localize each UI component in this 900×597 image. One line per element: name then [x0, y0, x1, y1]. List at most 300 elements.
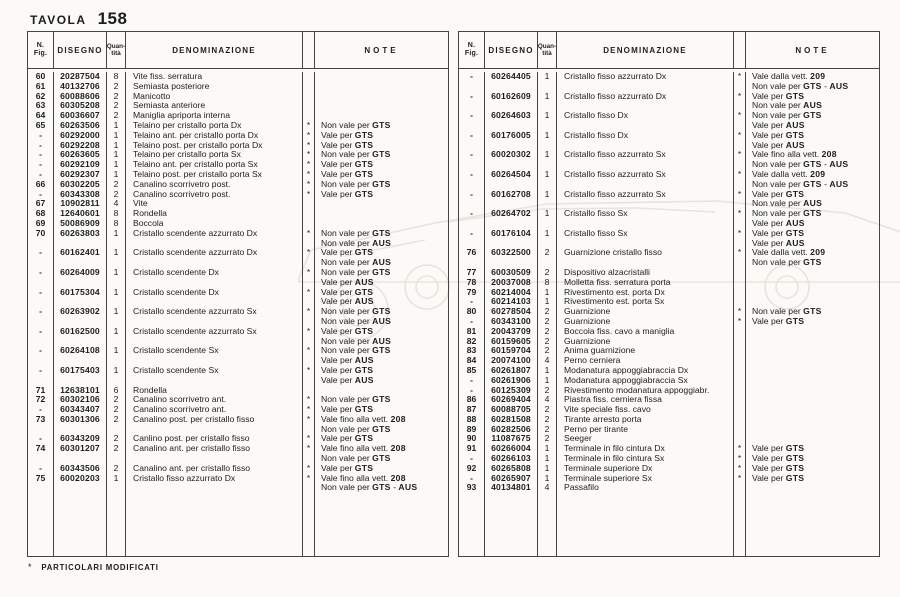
- star-marker-cell: *: [303, 444, 315, 464]
- quantity-cell: 2: [538, 434, 557, 444]
- header-disegno: DISEGNO: [485, 32, 538, 68]
- note-line: Non vale per GTS: [321, 149, 391, 160]
- table-row: [459, 483, 879, 493]
- fig-number-cell: 71: [28, 386, 54, 396]
- disegno-number-cell: 60266103: [485, 454, 538, 464]
- table-filler: [459, 493, 879, 556]
- note-line: Vale dalla vett. 209: [752, 168, 826, 179]
- note-line: Vale per GTS: [321, 129, 374, 140]
- star-marker-cell: *: [734, 111, 746, 131]
- page-footer: [28, 562, 159, 572]
- fig-number-cell: 68: [28, 209, 54, 219]
- quantity-cell: 1: [538, 288, 557, 298]
- disegno-number-cell: 60343209: [54, 434, 107, 444]
- note-cell: [746, 268, 879, 278]
- star-marker-cell: *: [734, 464, 746, 474]
- denomination-cell: Cristallo scendente azzurrato Dx: [126, 229, 303, 249]
- disegno-number-cell: 60175304: [54, 288, 107, 308]
- note-cell: [315, 327, 448, 347]
- table-body: [459, 69, 879, 556]
- note-cell: [746, 92, 879, 112]
- note-line: Non vale per AUS: [752, 100, 823, 111]
- note-line: Non vale per GTS - AUS: [321, 482, 418, 493]
- quantity-cell: 2: [538, 337, 557, 347]
- star-marker-cell: [734, 395, 746, 405]
- note-line: Vale per AUS: [321, 374, 374, 385]
- denomination-cell: Canalino scorrivetro post.: [126, 190, 303, 200]
- note-cell: [315, 209, 448, 219]
- tavola-label: TAVOLA: [30, 13, 87, 27]
- star-marker-cell: *: [303, 288, 315, 308]
- fig-number-cell: -: [28, 346, 54, 366]
- note-line: Vale per GTS: [321, 168, 374, 179]
- denomination-cell: Rivestimento est. porta Dx: [557, 288, 734, 298]
- disegno-number-cell: 60343100: [485, 317, 538, 327]
- fig-number-cell: -: [28, 307, 54, 327]
- disegno-number-cell: 60292208: [54, 141, 107, 151]
- fig-number-cell: -: [28, 464, 54, 474]
- table-row: [459, 131, 879, 151]
- note-cell: [315, 229, 448, 249]
- fig-number-cell: -: [459, 131, 485, 151]
- quantity-cell: 2: [538, 248, 557, 268]
- note-cell: [315, 248, 448, 268]
- star-marker-cell: [734, 415, 746, 425]
- disegno-number-cell: 11087675: [485, 434, 538, 444]
- fig-number-cell: 83: [459, 346, 485, 356]
- disegno-number-cell: 60343506: [54, 464, 107, 474]
- fig-number-cell: 84: [459, 356, 485, 366]
- note-line: Non vale per GTS - AUS: [752, 80, 849, 91]
- fig-number-cell: 75: [28, 474, 54, 494]
- table-header: [28, 32, 448, 69]
- note-line: Vale per GTS: [321, 433, 374, 444]
- quantity-cell: 1: [538, 297, 557, 307]
- disegno-number-cell: 60264702: [485, 209, 538, 229]
- disegno-number-cell: 60264009: [54, 268, 107, 288]
- star-marker-cell: [734, 376, 746, 386]
- note-line: Vale per GTS: [752, 453, 805, 464]
- table-row: [28, 415, 448, 435]
- note-line: Non vale per GTS: [321, 266, 391, 277]
- fig-number-cell: -: [28, 288, 54, 308]
- note-cell: [746, 386, 879, 396]
- disegno-number-cell: 60176104: [485, 229, 538, 249]
- note-cell: [315, 72, 448, 82]
- quantity-cell: 4: [538, 356, 557, 366]
- denomination-cell: Cristallo scendente Dx: [126, 268, 303, 288]
- disegno-number-cell: 40134801: [485, 483, 538, 493]
- star-marker-cell: *: [734, 72, 746, 92]
- disegno-number-cell: 60305208: [54, 101, 107, 111]
- denomination-cell: Canlino post. per cristallo fisso: [126, 434, 303, 444]
- disegno-number-cell: 60263506: [54, 121, 107, 131]
- denomination-cell: Cristallo scendente azzurrato Sx: [126, 307, 303, 327]
- quantity-cell: 1: [107, 229, 126, 249]
- quantity-cell: 2: [538, 425, 557, 435]
- denomination-cell: Canalino scorrivetro post.: [126, 180, 303, 190]
- star-marker-cell: *: [734, 229, 746, 249]
- quantity-cell: 1: [538, 464, 557, 474]
- asterisk-marker-icon: *: [28, 562, 33, 572]
- denomination-cell: Telaino ant. per cristallo porta Sx: [126, 160, 303, 170]
- quantity-cell: 4: [538, 483, 557, 493]
- fig-number-cell: 80: [459, 307, 485, 317]
- note-cell: [315, 366, 448, 386]
- quantity-cell: 1: [538, 454, 557, 464]
- fig-number-cell: 72: [28, 395, 54, 405]
- fig-number-cell: 82: [459, 337, 485, 347]
- disegno-number-cell: 60266004: [485, 444, 538, 454]
- disegno-number-cell: 12640601: [54, 209, 107, 219]
- table-row: [459, 92, 879, 112]
- table-row: [459, 150, 879, 170]
- header-denominazione: DENOMINAZIONE: [126, 32, 303, 68]
- star-marker-cell: [734, 425, 746, 435]
- star-marker-cell: *: [303, 229, 315, 249]
- denomination-cell: Cristallo fisso Dx: [557, 111, 734, 131]
- fig-number-cell: 93: [459, 483, 485, 493]
- note-line: Vale per AUS: [321, 276, 374, 287]
- denomination-cell: Canalino post. per cristallo fisso: [126, 415, 303, 435]
- note-line: Vale per AUS: [752, 217, 805, 228]
- note-cell: [746, 405, 879, 415]
- quantity-cell: 2: [107, 101, 126, 111]
- star-marker-cell: *: [734, 209, 746, 229]
- fig-number-cell: -: [28, 366, 54, 386]
- table-row: [28, 288, 448, 308]
- quantity-cell: 1: [538, 366, 557, 376]
- table-row: [28, 474, 448, 494]
- denomination-cell: Cristallo scendente Sx: [126, 346, 303, 366]
- disegno-number-cell: 60162708: [485, 190, 538, 210]
- disegno-number-cell: 60263605: [54, 150, 107, 160]
- star-marker-cell: [734, 356, 746, 366]
- denomination-cell: Modanatura appoggiabraccia Sx: [557, 376, 734, 386]
- denomination-cell: Cristallo fisso azzurrato Dx: [557, 72, 734, 92]
- denomination-cell: Perno cerniera: [557, 356, 734, 366]
- denomination-cell: Dispositivo alzacristalli: [557, 268, 734, 278]
- disegno-number-cell: 60269404: [485, 395, 538, 405]
- note-line: Vale per AUS: [752, 237, 805, 248]
- star-marker-cell: *: [734, 131, 746, 151]
- note-line: Non vale per GTS: [321, 394, 391, 405]
- fig-number-cell: 74: [28, 444, 54, 464]
- denomination-cell: Vite speciale fiss. cavo: [557, 405, 734, 415]
- denomination-cell: Seeger: [557, 434, 734, 444]
- star-marker-cell: *: [303, 131, 315, 141]
- quantity-cell: 1: [538, 190, 557, 210]
- note-line: Vale per GTS: [321, 159, 374, 170]
- denomination-cell: Guarnizione cristallo fisso: [557, 248, 734, 268]
- table-row: [28, 366, 448, 386]
- note-cell: [746, 150, 879, 170]
- note-line: Non vale per AUS: [321, 257, 392, 268]
- note-line: Vale per GTS: [321, 404, 374, 415]
- fig-number-cell: -: [28, 150, 54, 160]
- fig-number-cell: -: [459, 111, 485, 131]
- note-line: Vale per GTS: [321, 325, 374, 336]
- fig-number-cell: 61: [28, 82, 54, 92]
- denomination-cell: Maniglia apriporta interna: [126, 111, 303, 121]
- header-star: [303, 32, 315, 68]
- header-note: NOTE: [795, 45, 830, 55]
- quantity-cell: 2: [538, 317, 557, 327]
- quantity-cell: 1: [538, 474, 557, 484]
- note-cell: [315, 346, 448, 366]
- table-row: [28, 229, 448, 249]
- fig-number-cell: -: [459, 170, 485, 190]
- fig-number-cell: -: [459, 474, 485, 484]
- fig-number-cell: -: [28, 141, 54, 151]
- table-row: [28, 307, 448, 327]
- fig-number-cell: -: [459, 376, 485, 386]
- quantity-cell: 2: [538, 415, 557, 425]
- fig-number-cell: 92: [459, 464, 485, 474]
- note-line: Non vale per GTS: [321, 119, 391, 130]
- disegno-number-cell: 60264504: [485, 170, 538, 190]
- disegno-number-cell: 60020203: [54, 474, 107, 494]
- disegno-number-cell: 60162500: [54, 327, 107, 347]
- quantity-cell: 8: [107, 72, 126, 82]
- star-marker-cell: [303, 92, 315, 102]
- denomination-cell: Rondella: [126, 209, 303, 219]
- star-marker-cell: [303, 72, 315, 82]
- quantity-cell: 1: [107, 160, 126, 170]
- fig-number-cell: 78: [459, 278, 485, 288]
- note-line: Vale per GTS: [752, 227, 805, 238]
- denomination-cell: Cristallo fisso azzurrato Dx: [557, 92, 734, 112]
- star-marker-cell: *: [303, 180, 315, 190]
- star-marker-cell: [734, 278, 746, 288]
- disegno-number-cell: 12638101: [54, 386, 107, 396]
- fig-number-cell: -: [459, 150, 485, 170]
- note-line: Vale per GTS: [752, 462, 805, 473]
- table-row: [459, 190, 879, 210]
- star-marker-cell: [303, 82, 315, 92]
- note-cell: [746, 346, 879, 356]
- fig-number-cell: -: [459, 297, 485, 307]
- quantity-cell: 2: [538, 346, 557, 356]
- note-cell: [315, 101, 448, 111]
- note-cell: [746, 317, 879, 327]
- star-marker-cell: *: [303, 248, 315, 268]
- fig-number-cell: 90: [459, 434, 485, 444]
- denomination-cell: Vite: [126, 199, 303, 209]
- star-marker-cell: [303, 209, 315, 219]
- note-cell: [315, 199, 448, 209]
- star-marker-cell: *: [303, 415, 315, 435]
- quantity-cell: 2: [107, 415, 126, 435]
- quantity-cell: 6: [107, 386, 126, 396]
- disegno-number-cell: 60263803: [54, 229, 107, 249]
- note-line: Non vale per GTS: [321, 345, 391, 356]
- disegno-number-cell: 60088705: [485, 405, 538, 415]
- note-line: Vale per GTS: [752, 472, 805, 483]
- denomination-cell: Modanatura appoggiabraccia Dx: [557, 366, 734, 376]
- fig-number-cell: -: [28, 248, 54, 268]
- note-line: Non vale per GTS: [752, 110, 822, 121]
- disegno-number-cell: 20074100: [485, 356, 538, 366]
- quantity-cell: 1: [107, 346, 126, 366]
- star-marker-cell: [734, 405, 746, 415]
- note-line: Vale dalla vett. 209: [752, 247, 826, 258]
- note-line: Vale per GTS: [752, 188, 805, 199]
- disegno-number-cell: 60036607: [54, 111, 107, 121]
- note-line: Vale per GTS: [321, 139, 374, 150]
- table-row: [28, 346, 448, 366]
- quantity-cell: 1: [107, 288, 126, 308]
- note-cell: [315, 268, 448, 288]
- denomination-cell: Telaino post. per cristallo porta Dx: [126, 141, 303, 151]
- parts-table-left: [27, 31, 449, 557]
- table-row: [459, 229, 879, 249]
- fig-number-cell: -: [28, 190, 54, 200]
- quantity-cell: 4: [538, 395, 557, 405]
- quantity-cell: 2: [538, 268, 557, 278]
- star-marker-cell: *: [303, 405, 315, 415]
- star-marker-cell: *: [734, 170, 746, 190]
- note-cell: [315, 288, 448, 308]
- star-marker-cell: [734, 386, 746, 396]
- fig-number-cell: -: [28, 131, 54, 141]
- quantity-cell: 1: [107, 131, 126, 141]
- note-cell: [746, 327, 879, 337]
- disegno-number-cell: 60088606: [54, 92, 107, 102]
- disegno-number-cell: 60301207: [54, 444, 107, 464]
- denomination-cell: Cristallo fisso Sx: [557, 209, 734, 229]
- star-marker-cell: *: [734, 190, 746, 210]
- note-cell: [315, 415, 448, 435]
- disegno-number-cell: 60214103: [485, 297, 538, 307]
- table-row: [459, 248, 879, 268]
- star-marker-cell: [734, 268, 746, 278]
- denomination-cell: Cristallo fisso azzurrato Sx: [557, 150, 734, 170]
- star-marker-cell: *: [303, 170, 315, 180]
- note-line: Vale fino alla vett. 208: [321, 443, 406, 454]
- fig-number-cell: -: [28, 405, 54, 415]
- disegno-number-cell: 60264603: [485, 111, 538, 131]
- note-line: Non vale per GTS: [321, 178, 391, 189]
- fig-number-cell: 73: [28, 415, 54, 435]
- note-cell: [746, 366, 879, 376]
- disegno-number-cell: 20043709: [485, 327, 538, 337]
- note-cell: [315, 307, 448, 327]
- denomination-cell: Tirante arresto porta: [557, 415, 734, 425]
- note-cell: [746, 376, 879, 386]
- quantity-cell: 2: [107, 405, 126, 415]
- quantity-cell: 1: [107, 268, 126, 288]
- quantity-cell: 1: [107, 150, 126, 160]
- note-cell: [746, 190, 879, 210]
- star-marker-cell: *: [734, 444, 746, 454]
- table-row: [28, 444, 448, 464]
- fig-number-cell: -: [459, 190, 485, 210]
- note-line: Vale per GTS: [321, 286, 374, 297]
- fig-number-cell: 60: [28, 72, 54, 82]
- fig-number-cell: 88: [459, 415, 485, 425]
- note-line: Non vale per GTS: [752, 257, 822, 268]
- quantity-cell: 2: [107, 444, 126, 464]
- quantity-cell: 8: [538, 278, 557, 288]
- disegno-number-cell: 60301306: [54, 415, 107, 435]
- denomination-cell: Vite fiss. serratura: [126, 72, 303, 82]
- quantity-cell: 2: [538, 405, 557, 415]
- header-note: NOTE: [364, 45, 399, 55]
- note-cell: [746, 288, 879, 298]
- star-marker-cell: *: [303, 307, 315, 327]
- denomination-cell: Anima guarnizione: [557, 346, 734, 356]
- denomination-cell: Cristallo scendente azzurrato Dx: [126, 248, 303, 268]
- note-line: Non vale per AUS: [321, 335, 392, 346]
- note-line: Vale fino alla vett. 208: [321, 413, 406, 424]
- denomination-cell: Cristallo fisso azzurrato Sx: [557, 190, 734, 210]
- fig-number-cell: -: [459, 386, 485, 396]
- header-quantita: Quan- tità: [107, 32, 126, 68]
- star-marker-cell: *: [303, 464, 315, 474]
- quantity-cell: 1: [538, 209, 557, 229]
- disegno-number-cell: 60282506: [485, 425, 538, 435]
- denomination-cell: Canalino ant. per cristallo fisso: [126, 444, 303, 464]
- page-title: [30, 9, 127, 29]
- disegno-number-cell: 60292000: [54, 131, 107, 141]
- fig-number-cell: -: [28, 434, 54, 444]
- denomination-cell: Terminale superiore Sx: [557, 474, 734, 484]
- disegno-number-cell: 20287504: [54, 72, 107, 82]
- quantity-cell: 2: [107, 111, 126, 121]
- table-row: [459, 111, 879, 131]
- header-denominazione: DENOMINAZIONE: [557, 32, 734, 68]
- table-row: [28, 327, 448, 347]
- note-cell: [746, 278, 879, 288]
- disegno-number-cell: 60162609: [485, 92, 538, 112]
- note-line: Non vale per AUS: [752, 198, 823, 209]
- note-line: Vale per AUS: [321, 296, 374, 307]
- disegno-number-cell: 60265808: [485, 464, 538, 474]
- quantity-cell: 1: [538, 229, 557, 249]
- star-marker-cell: *: [303, 366, 315, 386]
- note-line: Non vale per GTS - AUS: [752, 159, 849, 170]
- fig-number-cell: 76: [459, 248, 485, 268]
- denomination-cell: Passafilo: [557, 483, 734, 493]
- note-cell: [315, 474, 448, 494]
- star-marker-cell: *: [303, 395, 315, 405]
- quantity-cell: 1: [107, 327, 126, 347]
- note-line: Vale per GTS: [752, 90, 805, 101]
- fig-number-cell: -: [459, 454, 485, 464]
- star-marker-cell: *: [303, 327, 315, 347]
- quantity-cell: 1: [538, 131, 557, 151]
- denomination-cell: Telaino ant. per cristallo porta Dx: [126, 131, 303, 141]
- note-cell: [315, 444, 448, 464]
- header-star: [734, 32, 746, 68]
- quantity-cell: 2: [107, 395, 126, 405]
- denomination-cell: Semiasta anteriore: [126, 101, 303, 111]
- note-line: Vale per AUS: [752, 139, 805, 150]
- note-line: Non vale per GTS: [321, 306, 391, 317]
- denomination-cell: Boccola fiss. cavo a maniglia: [557, 327, 734, 337]
- note-line: Vale per AUS: [752, 119, 805, 130]
- quantity-cell: 1: [538, 92, 557, 112]
- disegno-number-cell: 60322500: [485, 248, 538, 268]
- fig-number-cell: 63: [28, 101, 54, 111]
- fig-number-cell: 87: [459, 405, 485, 415]
- star-marker-cell: [303, 199, 315, 209]
- denomination-cell: Guarnizione: [557, 307, 734, 317]
- denomination-cell: Canalino scorrivetro ant.: [126, 405, 303, 415]
- star-marker-cell: *: [303, 474, 315, 494]
- table-header: [459, 32, 879, 69]
